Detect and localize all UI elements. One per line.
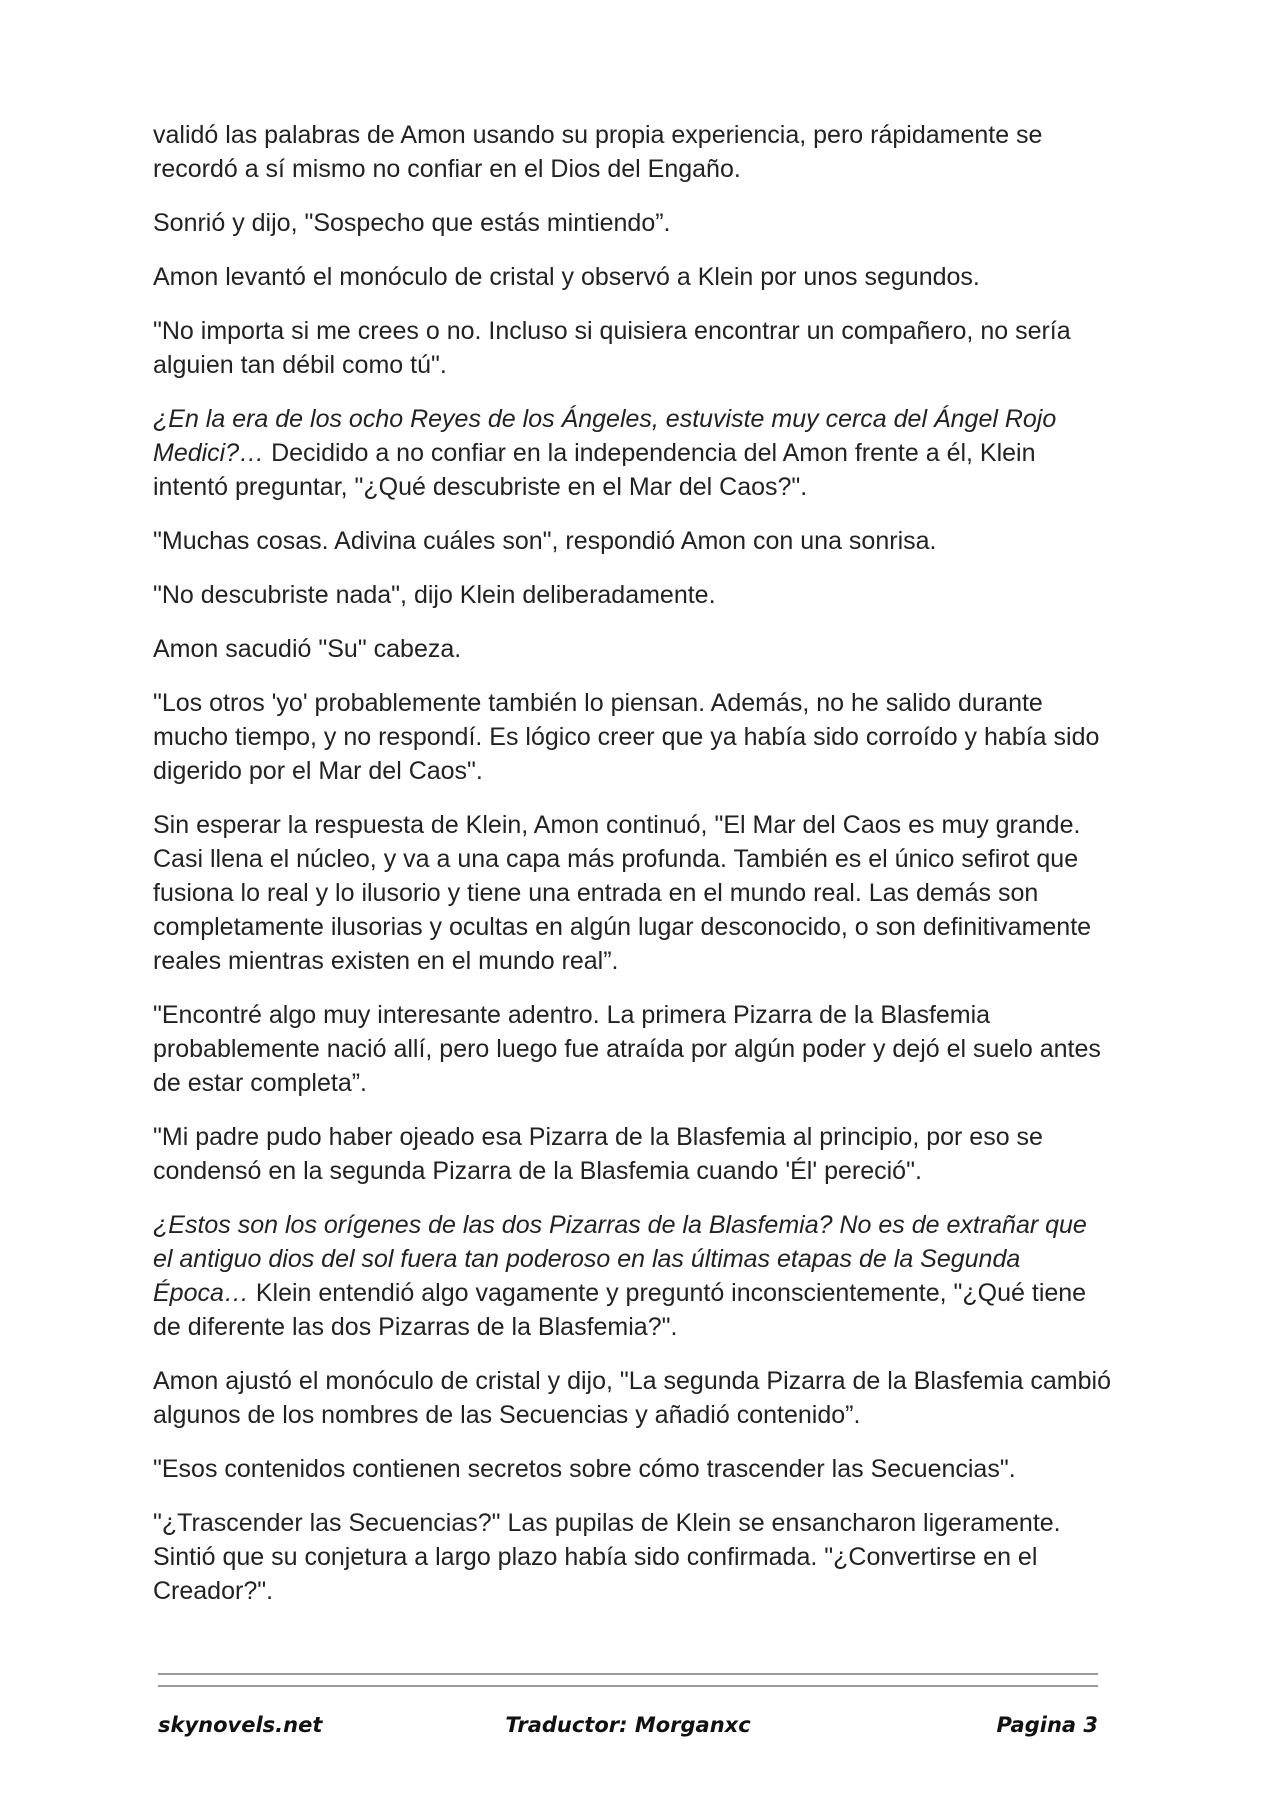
paragraph [153,402,1113,504]
paragraph-text: Amon ajustó el monóculo de cristal y dijo, "La segunda Pizarra de la Blasfemia cambió algunos de los nombres de las Secuencias y añadió contenido”. [153,1367,1111,1429]
paragraph-text: "Mi padre pudo haber ojeado esa Pizarra de la Blasfemia al principio, por eso se condensó en la segunda Pizarra de la Blasfemia cuando 'Él' pereció". [153,1123,1043,1185]
footer-site: skynovels.net [158,1713,323,1737]
footer-translator: Traductor: Morganxc [505,1713,751,1737]
paragraph-text: Sonrió y dijo, "Sospecho que estás mintiendo”. [153,209,671,237]
paragraph-text: "¿Trascender las Secuencias?" Las pupilas de Klein se ensancharon ligeramente. Sintió que su conjetura a largo plazo había sido confirmada. "¿Convertirse en el Creador?". [153,1509,1061,1605]
paragraph [153,118,1113,186]
body-text [153,118,1113,1628]
footer-divider-top [158,1673,1098,1675]
paragraph-text: validó las palabras de Amon usando su propia experiencia, pero rápidamente se recordó a sí mismo no confiar en el Dios del Engaño. [153,121,1043,183]
paragraph [153,686,1113,788]
paragraph-text: Sin esperar la respuesta de Klein, Amon continuó, "El Mar del Caos es muy grande. Casi llena el núcleo, y va a una capa más profunda. También es el único sefirot que fusiona lo real y lo ilusorio y tiene una entrada en el mundo real. Las demás son completamente ilusorias y ocultas en algún lugar desconocido, o son definitivamente reales mientras existen en el mundo real”. [153,811,1092,975]
paragraph-text: Amon levantó el monóculo de cristal y observó a Klein por unos segundos. [153,263,980,291]
paragraph-text: "Esos contenidos contienen secretos sobre cómo trascender las Secuencias". [153,1455,1016,1483]
paragraph [153,206,1113,240]
footer-divider-bottom [158,1685,1098,1687]
thought-text: ¿En la era de los ocho Reyes de los Ángeles, estuviste muy cerca del Ángel Rojo Medici?… [153,405,1057,467]
paragraph-text: Amon sacudió "Su" cabeza. [153,635,462,663]
paragraph [153,1208,1113,1344]
paragraph-text: "No importa si me crees o no. Incluso si quisiera encontrar un compañero, no sería alguien tan débil como tú". [153,317,1071,379]
paragraph [153,578,1113,612]
paragraph [153,998,1113,1100]
paragraph [153,524,1113,558]
paragraph [153,1506,1113,1608]
paragraph [153,1120,1113,1188]
paragraph-text: "Los otros 'yo' probablemente también lo piensan. Además, no he salido durante mucho tiempo, y no respondí. Es lógico creer que ya había sido corroído y había sido digerido por el Mar del Caos". [153,689,1100,785]
paragraph [153,260,1113,294]
paragraph [153,314,1113,382]
paragraph-text: "No descubriste nada", dijo Klein deliberadamente. [153,581,716,609]
paragraph-text: Klein entendió algo vagamente y preguntó inconscientemente, "¿Qué tiene de diferente las dos Pizarras de la Blasfemia?". [153,1279,1087,1341]
thought-text: ¿Estos son los orígenes de las dos Pizarras de la Blasfemia? No es de extrañar que el antiguo dios del sol fuera tan poderoso en las últimas etapas de la Segunda Época… [153,1211,1087,1307]
paragraph [153,632,1113,666]
paragraph-text: Decidido a no confiar en la independencia del Amon frente a él, Klein intentó preguntar, "¿Qué descubriste en el Mar del Caos?". [153,439,1036,501]
paragraph [153,1364,1113,1432]
paragraph [153,1452,1113,1486]
page-footer [158,1713,1098,1747]
paragraph-text: "Muchas cosas. Adivina cuáles son", respondió Amon con una sonrisa. [153,527,937,555]
paragraph-text: "Encontré algo muy interesante adentro. La primera Pizarra de la Blasfemia probablemente nació allí, pero luego fue atraída por algún poder y dejó el suelo antes de estar completa”. [153,1001,1101,1097]
footer-page-number: Pagina 3 [996,1713,1098,1737]
paragraph [153,808,1113,978]
